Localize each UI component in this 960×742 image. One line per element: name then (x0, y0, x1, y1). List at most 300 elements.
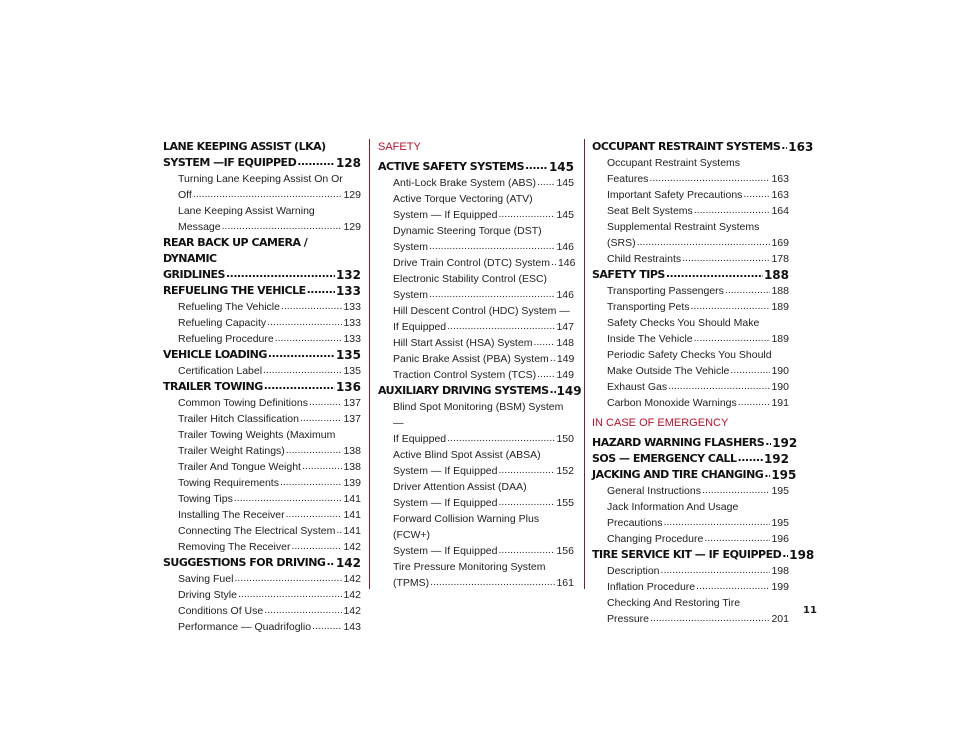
entry-title-line: REFUELING THE VEHICLE (163, 284, 306, 297)
dot-leader (286, 506, 343, 522)
toc-sub-entry[interactable] (592, 483, 789, 499)
entry-leader-row (393, 367, 574, 383)
toc-sub-entry[interactable] (163, 587, 361, 603)
entry-page-number: 133 (343, 317, 361, 329)
dot-leader (302, 458, 343, 474)
dot-leader (704, 530, 770, 546)
toc-sub-entry[interactable] (163, 363, 361, 379)
dot-leader (650, 610, 770, 626)
entry-leader-row (607, 531, 789, 547)
entry-title-line: Refueling Procedure (178, 333, 274, 345)
dot-leader (264, 378, 335, 394)
entry-title-line: Features (607, 173, 649, 185)
entry-leader-row (178, 299, 361, 315)
toc-main-entry[interactable] (163, 235, 361, 283)
toc-main-entry[interactable] (163, 347, 361, 363)
entry-page-number: 145 (556, 177, 574, 189)
toc-main-entry[interactable] (378, 383, 582, 399)
entry-leader-row (607, 299, 789, 315)
entry-leader-row (607, 235, 789, 251)
entry-title-line: AUXILIARY DRIVING SYSTEMS (378, 384, 549, 397)
toc-sub-entry[interactable] (592, 499, 789, 531)
entry-leader-row (592, 267, 789, 283)
entry-leader-row (163, 379, 361, 395)
entry-page-number: 199 (771, 581, 789, 593)
entry-page-number: 195 (771, 517, 789, 529)
entry-title-line: Active Blind Spot Assist (ABSA) (393, 449, 541, 461)
entry-title-line: VEHICLE LOADING (163, 348, 267, 361)
entry-title-line: SOS — EMERGENCY CALL (592, 452, 737, 465)
entry-leader-row (393, 575, 574, 591)
entry-page-number: 152 (556, 465, 574, 477)
toc-sub-entry[interactable] (592, 187, 789, 203)
entry-leader-row (393, 431, 574, 447)
entry-leader-row (393, 319, 574, 335)
entry-title-line: SYSTEM —IF EQUIPPED (163, 156, 297, 169)
toc-sub-entry[interactable] (592, 219, 789, 251)
entry-leader-row (607, 579, 789, 595)
entry-page-number: 163 (771, 173, 789, 185)
entry-title-line: System — If Equipped (393, 465, 498, 477)
dot-leader (263, 362, 342, 378)
entry-leader-row (393, 543, 574, 559)
toc-sub-entry[interactable] (163, 203, 361, 235)
entry-title-line: Removing The Receiver (178, 541, 291, 553)
entry-title-line: Towing Requirements (178, 477, 279, 489)
entry-page-number: 132 (335, 268, 361, 282)
toc-sub-entry[interactable] (378, 367, 574, 383)
toc-sub-entry[interactable] (163, 475, 361, 491)
entry-title-line: Safety Checks You Should Make (607, 317, 760, 329)
dot-leader (234, 570, 342, 586)
entry-leader-row (393, 463, 574, 479)
dot-leader (309, 394, 343, 410)
entry-page-number: 129 (343, 221, 361, 233)
entry-page-number: 196 (771, 533, 789, 545)
entry-leader-row (607, 563, 789, 579)
entry-leader-row (178, 539, 361, 555)
toc-sub-entry[interactable] (592, 299, 789, 315)
entry-page-number: 142 (343, 589, 361, 601)
section-heading: IN CASE OF EMERGENCY (592, 417, 729, 429)
dot-leader (429, 238, 555, 254)
toc-sub-entry[interactable] (378, 479, 574, 511)
entry-leader-row (393, 207, 574, 223)
entry-title-line: Active Torque Vectoring (ATV) (393, 193, 533, 205)
entry-leader-row (178, 587, 361, 603)
entry-leader-row (607, 251, 789, 267)
entry-page-number: 188 (771, 285, 789, 297)
entry-title-line: Saving Fuel (178, 573, 234, 585)
toc-sub-entry[interactable] (163, 523, 361, 539)
toc-main-entry[interactable] (592, 451, 789, 467)
entry-page-number: 138 (343, 461, 361, 473)
dot-leader (268, 346, 335, 362)
entry-leader-row (163, 347, 361, 363)
entry-title-line: HAZARD WARNING FLASHERS (592, 436, 765, 449)
entry-leader-row (178, 619, 361, 635)
toc-sub-entry[interactable] (163, 459, 361, 475)
entry-leader-row (163, 283, 361, 299)
entry-leader-row (178, 331, 361, 347)
entry-page-number: 141 (343, 525, 361, 537)
toc-sub-entry[interactable] (163, 571, 361, 587)
toc-main-entry[interactable] (163, 139, 361, 171)
dot-leader (326, 554, 334, 570)
entry-leader-row (178, 219, 361, 235)
entry-page-number: 149 (556, 353, 575, 365)
toc-main-entry[interactable] (592, 435, 798, 451)
entry-leader-row (607, 379, 789, 395)
entry-page-number: 163 (771, 189, 789, 201)
entry-title-line: Hill Descent Control (HDC) System — (393, 305, 570, 317)
entry-leader-row (607, 395, 789, 411)
entry-leader-row (592, 435, 798, 451)
entry-title-line: Trailer And Tongue Weight (178, 461, 301, 473)
entry-title-line: Dynamic Steering Torque (DST) (393, 225, 542, 237)
entry-title-line: Conditions Of Use (178, 605, 264, 617)
entry-page-number: 145 (556, 209, 574, 221)
entry-page-number: 142 (343, 541, 361, 553)
entry-page-number: 190 (771, 365, 789, 377)
dot-leader (694, 330, 771, 346)
entry-title-line: Inside The Vehicle (607, 333, 693, 345)
dot-leader (781, 138, 787, 154)
toc-sub-entry[interactable] (592, 203, 789, 219)
toc-sub-entry[interactable] (163, 299, 361, 315)
toc-sub-entry[interactable] (378, 255, 574, 271)
entry-leader-row (178, 571, 361, 587)
toc-sub-entry[interactable] (378, 335, 574, 351)
entry-title-line: Towing Tips (178, 493, 233, 505)
dot-leader (336, 522, 342, 538)
entry-title-line: Panic Brake Assist (PBA) System (393, 353, 549, 365)
toc-sub-entry[interactable] (378, 175, 574, 191)
entry-page-number: 138 (343, 445, 361, 457)
entry-page-number: 146 (556, 289, 574, 301)
entry-page-number: 198 (771, 565, 789, 577)
entry-page-number: 135 (343, 365, 361, 377)
toc-sub-entry[interactable] (592, 531, 789, 547)
entry-page-number: 137 (343, 413, 361, 425)
entry-title-line: Certification Label (178, 365, 263, 377)
entry-title-line: SAFETY TIPS (592, 268, 665, 281)
toc-main-entry[interactable] (163, 379, 361, 395)
entry-leader-row (178, 395, 361, 411)
entry-title-line: Trailer Weight Ratings) (178, 445, 285, 457)
dot-leader (312, 618, 342, 634)
entry-leader-row (178, 475, 361, 491)
dot-leader (226, 266, 335, 282)
entry-title-line: Connecting The Electrical System (178, 525, 336, 537)
entry-leader-row (393, 255, 574, 271)
toc-sub-entry[interactable] (592, 395, 789, 411)
entry-page-number: 164 (771, 205, 789, 217)
entry-leader-row (178, 491, 361, 507)
dot-leader (222, 218, 343, 234)
entry-leader-row (378, 159, 574, 175)
toc-sub-entry[interactable] (378, 271, 574, 303)
dot-leader (234, 490, 343, 506)
entry-title-line: Driver Attention Assist (DAA) (393, 481, 527, 493)
toc-sub-entry[interactable] (378, 559, 574, 591)
toc-sub-entry[interactable] (592, 315, 789, 347)
toc-main-entry[interactable] (163, 283, 361, 299)
entry-page-number: 136 (335, 380, 361, 394)
entry-page-number: 148 (556, 337, 574, 349)
entry-title-line: Installing The Receiver (178, 509, 285, 521)
entry-leader-row (607, 171, 789, 187)
dot-leader (649, 170, 770, 186)
entry-title-line: Description (607, 565, 660, 577)
toc-main-entry[interactable] (378, 159, 574, 175)
entry-page-number: 137 (343, 397, 361, 409)
entry-title-line: Lane Keeping Assist Warning (178, 205, 315, 217)
entry-title-line: OCCUPANT RESTRAINT SYSTEMS (592, 140, 781, 153)
entry-title-line: Transporting Pets (607, 301, 690, 313)
entry-title-line: Precautions (607, 517, 663, 529)
entry-page-number: 145 (548, 160, 574, 174)
toc-sub-entry[interactable] (163, 331, 361, 347)
entry-title-line: Trailer Towing Weights (Maximum (178, 429, 336, 441)
entry-page-number: 133 (343, 301, 361, 313)
entry-title-line: Drive Train Control (DTC) System (393, 257, 550, 269)
entry-page-number: 195 (771, 468, 797, 482)
entry-leader-row (393, 335, 574, 351)
dot-leader (550, 350, 556, 366)
dot-leader (447, 318, 555, 334)
dot-leader (725, 282, 771, 298)
entry-page-number: 156 (556, 545, 574, 557)
entry-title-line: (SRS) (607, 237, 636, 249)
entry-title-line: System (393, 241, 429, 253)
entry-title-line: Occupant Restraint Systems (607, 157, 741, 169)
entry-page-number: 192 (763, 452, 789, 466)
entry-leader-row (378, 383, 582, 399)
dot-leader (498, 206, 555, 222)
dot-leader (661, 562, 771, 578)
entry-leader-row (607, 203, 789, 219)
entry-leader-row (393, 287, 574, 303)
toc-main-entry[interactable] (163, 555, 361, 571)
dot-leader (738, 450, 763, 466)
entry-page-number: 142 (343, 605, 361, 617)
entry-page-number: 188 (763, 268, 789, 282)
toc-sub-entry[interactable] (592, 251, 789, 267)
entry-title-line: System (393, 289, 429, 301)
entry-title-line: REAR BACK UP CAMERA / DYNAMIC (163, 236, 308, 265)
entry-page-number: 143 (343, 621, 361, 633)
dot-leader (533, 334, 555, 350)
entry-title-line: Anti-Lock Brake System (ABS) (393, 177, 536, 189)
entry-page-number: 192 (772, 436, 798, 450)
entry-title-line: Changing Procedure (607, 533, 704, 545)
dot-leader (291, 538, 342, 554)
dot-leader (525, 158, 548, 174)
dot-leader (498, 494, 555, 510)
entry-leader-row (178, 603, 361, 619)
entry-leader-row (163, 155, 361, 171)
dot-leader (264, 602, 342, 618)
entry-page-number: 133 (343, 333, 361, 345)
toc-sub-entry[interactable] (378, 399, 574, 447)
entry-leader-row (607, 611, 789, 627)
toc-sub-entry[interactable] (163, 491, 361, 507)
entry-leader-row (178, 411, 361, 427)
entry-leader-row (178, 523, 361, 539)
toc-sub-entry[interactable] (592, 379, 789, 395)
dot-leader (286, 442, 343, 458)
entry-leader-row (393, 495, 574, 511)
toc-sub-entry[interactable] (163, 171, 361, 203)
page-number: 11 (803, 605, 817, 616)
toc-sub-entry[interactable] (378, 223, 574, 255)
entry-page-number: 190 (771, 381, 789, 393)
entry-leader-row (178, 363, 361, 379)
entry-title-line: System — If Equipped (393, 545, 498, 557)
entry-page-number: 191 (771, 397, 789, 409)
column-divider-2 (584, 139, 585, 589)
entry-page-number: 169 (771, 237, 789, 249)
dot-leader (690, 298, 770, 314)
toc-sub-entry[interactable] (163, 395, 361, 411)
toc-sub-entry[interactable] (592, 155, 789, 187)
entry-title-line: Forward Collision Warning Plus (FCW+) (393, 513, 540, 541)
dot-leader (429, 286, 555, 302)
entry-page-number: 128 (335, 156, 361, 170)
dot-leader (537, 366, 555, 382)
entry-title-line: Jack Information And Usage (607, 501, 739, 513)
entry-title-line: Message (178, 221, 221, 233)
dot-leader (275, 330, 343, 346)
dot-leader (193, 186, 343, 202)
toc-sub-entry[interactable] (163, 507, 361, 523)
entry-leader-row (393, 351, 574, 367)
dot-leader (551, 254, 557, 270)
entry-leader-row (178, 315, 361, 331)
toc-sub-entry[interactable] (592, 347, 789, 379)
dot-leader (281, 298, 343, 314)
dot-leader (668, 378, 770, 394)
dot-leader (267, 314, 342, 330)
dot-leader (430, 574, 555, 590)
entry-title-line: Electronic Stability Control (ESC) (393, 273, 548, 285)
entry-leader-row (178, 459, 361, 475)
toc-sub-entry[interactable] (592, 563, 789, 579)
entry-page-number: 189 (771, 333, 789, 345)
toc-sub-entry[interactable] (378, 191, 574, 223)
entry-title-line: General Instructions (607, 485, 701, 497)
entry-page-number: 198 (789, 548, 815, 562)
entry-page-number: 163 (788, 140, 814, 154)
entry-leader-row (178, 187, 361, 203)
toc-sub-entry[interactable] (378, 447, 574, 479)
entry-page-number: 146 (557, 257, 576, 269)
entry-leader-row (607, 283, 789, 299)
toc-sub-entry[interactable] (163, 619, 361, 635)
entry-title-line: Exhaust Gas (607, 381, 668, 393)
toc-main-entry[interactable] (592, 467, 797, 483)
entry-title-line: LANE KEEPING ASSIST (LKA) (163, 140, 326, 153)
entry-title-line: ACTIVE SAFETY SYSTEMS (378, 160, 524, 173)
entry-page-number: 155 (556, 497, 574, 509)
toc-sub-entry[interactable] (378, 511, 574, 559)
entry-page-number: 147 (556, 321, 574, 333)
entry-title-line: Inflation Procedure (607, 581, 696, 593)
dot-leader (498, 542, 555, 558)
dot-leader (498, 462, 555, 478)
dot-leader (537, 174, 556, 190)
toc-sub-entry[interactable] (592, 595, 789, 627)
dot-leader (782, 546, 788, 562)
entry-leader-row (393, 239, 574, 255)
entry-leader-row (592, 451, 789, 467)
toc-main-entry[interactable] (592, 547, 815, 563)
entry-leader-row (592, 139, 814, 155)
toc-main-entry[interactable] (592, 267, 789, 283)
entry-title-line: Off (178, 189, 192, 201)
section-heading: SAFETY (378, 141, 421, 153)
entry-leader-row (393, 175, 574, 191)
dot-leader (297, 154, 335, 170)
toc-sub-entry[interactable] (163, 411, 361, 427)
dot-leader (738, 394, 771, 410)
entry-leader-row (592, 467, 797, 483)
toc-column-2 (378, 139, 582, 591)
entry-title-line: Refueling Capacity (178, 317, 267, 329)
toc-sub-entry[interactable] (592, 579, 789, 595)
entry-page-number: 141 (343, 493, 361, 505)
dot-leader (663, 514, 770, 530)
entry-title-line: If Equipped (393, 433, 447, 445)
entry-title-line: Supplemental Restraint Systems (607, 221, 760, 233)
entry-leader-row (607, 363, 789, 379)
dot-leader (764, 466, 770, 482)
toc-sub-entry[interactable] (163, 427, 361, 459)
entry-title-line: Make Outside The Vehicle (607, 365, 730, 377)
toc-sub-entry[interactable] (378, 351, 574, 367)
entry-title-line: TIRE SERVICE KIT — IF EQUIPPED (592, 548, 782, 561)
entry-page-number: 139 (343, 477, 361, 489)
entry-page-number: 195 (771, 485, 789, 497)
dot-leader (300, 410, 342, 426)
entry-title-line: System — If Equipped (393, 209, 498, 221)
entry-leader-row (178, 443, 361, 459)
entry-title-line: (TPMS) (393, 577, 430, 589)
entry-page-number: 189 (771, 301, 789, 313)
dot-leader (730, 362, 770, 378)
entry-page-number: 201 (771, 613, 789, 625)
toc-main-entry[interactable] (592, 139, 814, 155)
entry-page-number: 133 (335, 284, 361, 298)
dot-leader (307, 282, 335, 298)
entry-title-line: If Equipped (393, 321, 447, 333)
dot-leader (637, 234, 771, 250)
toc-sub-entry[interactable] (378, 303, 574, 335)
dot-leader (743, 186, 770, 202)
toc-sub-entry[interactable] (592, 283, 789, 299)
entry-title-line: System — If Equipped (393, 497, 498, 509)
toc-sub-entry[interactable] (163, 315, 361, 331)
entry-title-line: Transporting Passengers (607, 285, 724, 297)
entry-leader-row (592, 547, 815, 563)
toc-sub-entry[interactable] (163, 539, 361, 555)
entry-page-number: 142 (335, 556, 361, 570)
entry-title-line: Hill Start Assist (HSA) System (393, 337, 533, 349)
entry-title-line: Trailer Hitch Classification (178, 413, 299, 425)
toc-sub-entry[interactable] (163, 603, 361, 619)
dot-leader (666, 266, 763, 282)
